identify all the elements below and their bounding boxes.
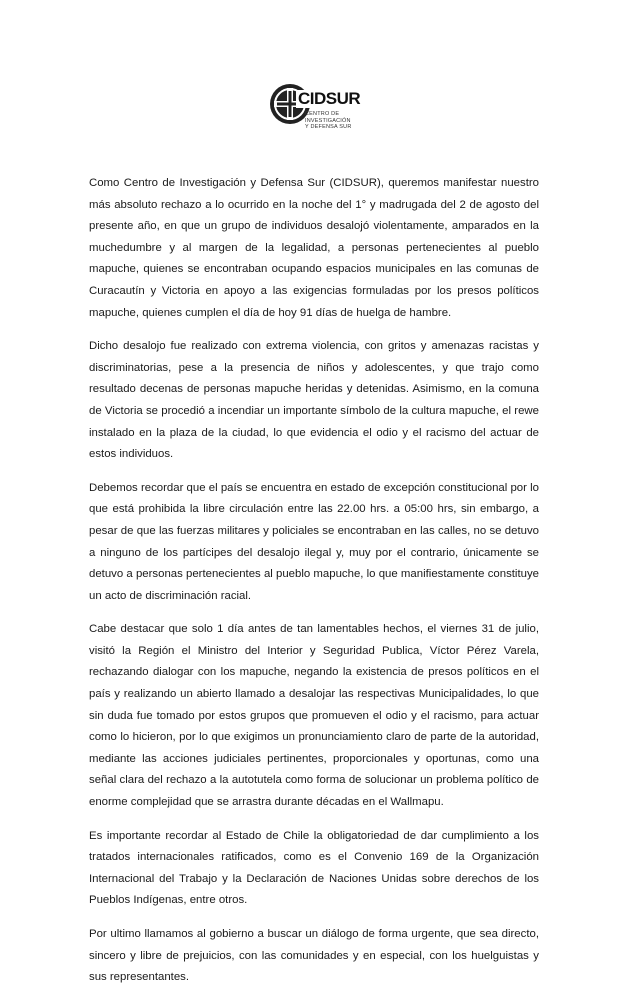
cidsur-logo <box>268 82 378 138</box>
paragraph: Dicho desalojo fue realizado con extrema violencia, con gritos y amenazas racistas y discriminatorias, pese a la presencia de niños y adolescentes, y que trajo como resultado decenas de personas mapuche heridas y detenidas. Asimismo, en la comuna de Victoria se procedió a incendiar un importante símbolo de la cultura mapuche, el rewe instalado en la plaza de la ciudad, lo que evidencia el odio y el racismo del actuar de estos individuos. <box>89 340 539 461</box>
logo-subtitle <box>305 111 385 131</box>
paragraph: Como Centro de Investigación y Defensa Sur (CIDSUR), queremos manifestar nuestro más absoluto rechazo a lo ocurrido en la noche del 1° y madrugada del 2 de agosto del presente año, en que un grupo de individuos desalojó violentamente, amparados en la muchedumbre y al margen de la legalidad, a personas pertenecientes al pueblo mapuche, quienes se encontraban ocupando espacios municipales en las comunas de Curacautín y Victoria en apoyo a las exigencias formuladas por los presos políticos mapuche, quienes cumplen el día de hoy 91 días de huelga de hambre. <box>89 177 539 319</box>
paragraph: Debemos recordar que el país se encuentra en estado de excepción constitucional por lo que está prohibida la libre circulación entre las 22.00 hrs. a 05:00 hrs, sin embargo, a pesar de que las fuerzas militares y policiales se encontraban en las calles, no se detuvo a ninguno de los partícipes del desalojo ilegal y, muy por el contrario, únicamente se detuvo a personas pertenecientes al pueblo mapuche, lo que manifiestamente constituye un acto de discriminación racial. <box>89 481 539 602</box>
paragraph: Cabe destacar que solo 1 día antes de tan lamentables hechos, el viernes 31 de julio, visitó la Región el Ministro del Interior y Seguridad Publica, Víctor Pérez Varela, rechazando dialogar con los mapuche, negando la existencia de presos políticos en el país y realizando un abierto llamado a desalojar las respectivas Municipalidades, lo que sin duda fue tomado por estos grupos que promueven el odio y el racismo, para actuar como lo hicieron, por lo que exigimos un pronunciamiento claro de parte de la autoridad, mediante las acciones judiciales pertinentes, proporcionales y oportunas, como una señal clara del rechazo a la autotutela como forma de solucionar un problema político de enorme complejidad que se arrastra durante décadas en el Wallmapu. <box>89 623 539 809</box>
paragraph: Por ultimo llamamos al gobierno a buscar un diálogo de forma urgente, que sea directo, sincero y libre de prejuicios, con las comunidades y en especial, con los huelguistas y sus representantes. <box>89 928 539 984</box>
logo-name: CIDSUR <box>298 89 361 108</box>
paragraph: Es importante recordar al Estado de Chile la obligatoriedad de dar cumplimiento a los tratados internacionales ratificados, como es el Convenio 169 de la Organización Internacional del Trabajo y la Declaración de Naciones Unidas sobre derechos de los Pueblos Indígenas, entre otros. <box>89 829 539 907</box>
logo-subtitle-line: Y DEFENSA SUR <box>305 124 352 130</box>
logo-subtitle-line: CENTRO DE <box>305 111 340 117</box>
statement-body <box>89 173 539 1001</box>
logo-subtitle-line: INVESTIGACIÓN <box>305 117 351 124</box>
